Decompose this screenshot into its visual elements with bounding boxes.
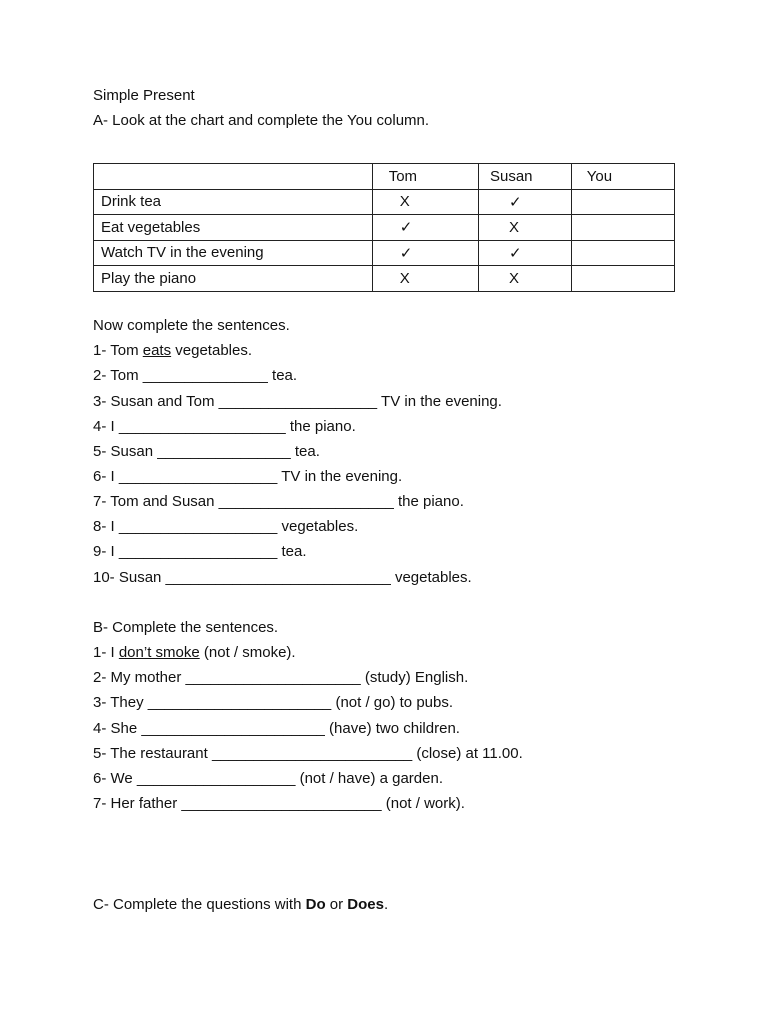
section-c-suffix: . (383, 896, 389, 913)
section-c-prefix: C- Complete the questions with (93, 896, 306, 913)
chart-row (94, 240, 675, 266)
example-prefix: 1- Tom (93, 342, 143, 359)
exercise-sentence[interactable]: 2- My mother _____________________ (study) English. (93, 669, 469, 686)
you-cell[interactable] (571, 189, 674, 215)
activity-cell: Eat vegetables (94, 215, 373, 241)
activity-cell: Play the piano (94, 266, 373, 292)
activity-cell: Watch TV in the evening (94, 240, 373, 266)
tom-mark: X (372, 266, 478, 292)
example-sentence-a (93, 342, 252, 360)
activity-cell: Drink tea (94, 189, 373, 215)
exercise-sentence[interactable]: 7- Tom and Susan _____________________ the piano. (93, 493, 464, 510)
exercise-sentence[interactable]: 4- I ____________________ the piano. (93, 418, 356, 435)
exercise-sentence[interactable]: 9- I ___________________ tea. (93, 543, 307, 560)
exercise-sentence[interactable]: 7- Her father ________________________ (not / work). (93, 795, 465, 812)
tom-mark: X (372, 189, 478, 215)
example-sentence-b (93, 644, 296, 662)
susan-mark: ✓ (478, 189, 571, 215)
section-a-instruction: A- Look at the chart and complete the You column. (93, 112, 430, 129)
sentences-intro: Now complete the sentences. (93, 317, 290, 334)
tom-mark: ✓ (372, 215, 478, 241)
susan-mark: X (478, 215, 571, 241)
exercise-sentence[interactable]: 3- Susan and Tom ___________________ TV in the evening. (93, 393, 502, 410)
exercise-sentence[interactable]: 8- I ___________________ vegetables. (93, 518, 359, 535)
section-c-word-does: Does (347, 896, 384, 913)
you-cell[interactable] (571, 266, 674, 292)
example-answer: eats (142, 342, 172, 359)
chart-row (94, 215, 675, 241)
tom-mark: ✓ (372, 240, 478, 266)
section-c-middle: or (325, 896, 348, 913)
header-susan: Susan (478, 164, 571, 190)
worksheet-title: Simple Present (93, 87, 195, 104)
you-cell[interactable] (571, 240, 674, 266)
section-c-instruction (93, 896, 388, 914)
susan-mark: ✓ (478, 240, 571, 266)
section-c-word-do: Do (305, 896, 326, 913)
chart-row (94, 266, 675, 292)
exercise-sentence[interactable]: 6- I ___________________ TV in the evening. (93, 468, 403, 485)
exercise-sentence[interactable]: 5- The restaurant ________________________ (close) at 11.00. (93, 745, 523, 762)
chart-header-row (94, 164, 675, 190)
exercise-sentence[interactable]: 10- Susan ___________________________ vegetables. (93, 569, 472, 586)
exercise-sentence[interactable]: 2- Tom _______________ tea. (93, 367, 298, 384)
exercise-sentence[interactable]: 6- We ___________________ (not / have) a garden. (93, 770, 443, 787)
example-suffix: (not / smoke). (199, 644, 296, 661)
section-b-instruction: B- Complete the sentences. (93, 619, 279, 636)
activity-chart (93, 163, 675, 292)
example-prefix: 1- I (93, 644, 119, 661)
exercise-sentence[interactable]: 4- She ______________________ (have) two children. (93, 720, 460, 737)
exercise-sentence[interactable]: 5- Susan ________________ tea. (93, 443, 320, 460)
susan-mark: X (478, 266, 571, 292)
header-tom: Tom (372, 164, 478, 190)
chart-row (94, 189, 675, 215)
header-activity (94, 164, 373, 190)
example-suffix: vegetables. (171, 342, 252, 359)
you-cell[interactable] (571, 215, 674, 241)
exercise-sentence[interactable]: 3- They ______________________ (not / go) to pubs. (93, 694, 454, 711)
example-answer: don’t smoke (118, 644, 200, 661)
header-you: You (571, 164, 674, 190)
